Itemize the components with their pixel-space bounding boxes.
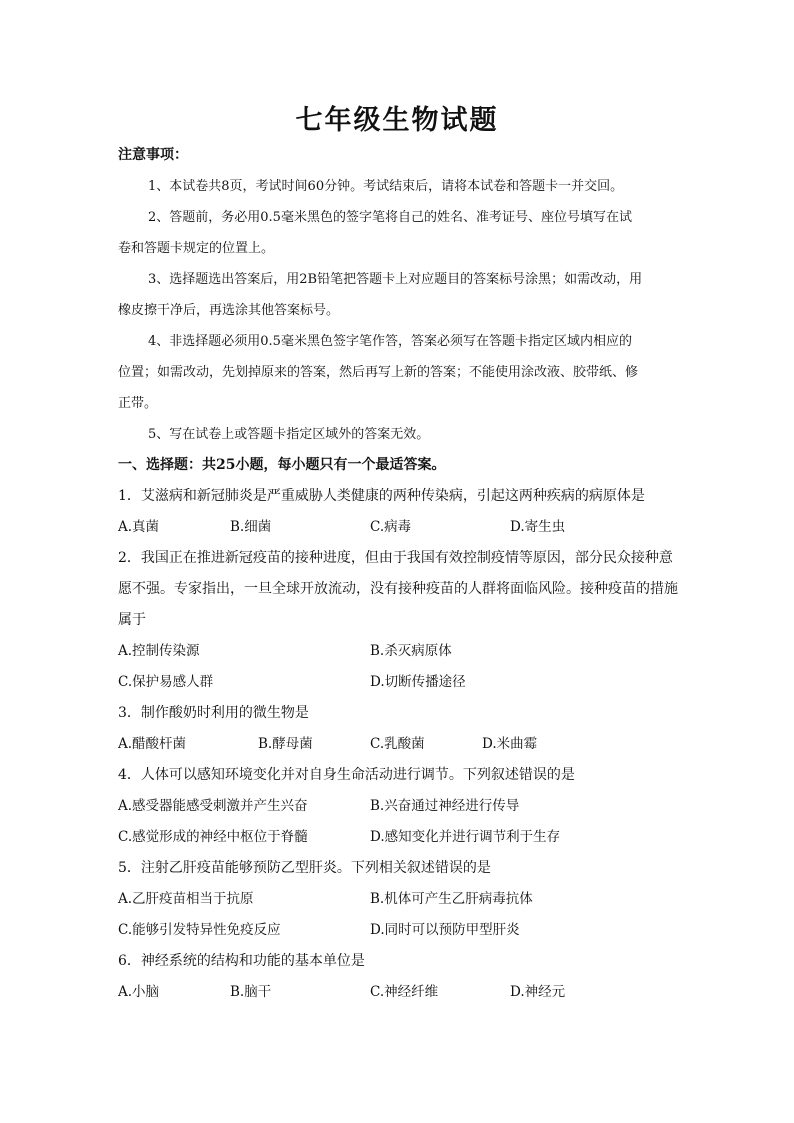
option-c: C.能够引发特异性免疫反应 (118, 922, 281, 938)
option-d: D.切断传播途径 (370, 674, 466, 690)
question-1-options (118, 512, 678, 543)
note-line: 5、写在试卷上或答题卡指定区域外的答案无效。 (148, 427, 430, 442)
option-a: A.控制传染源 (118, 643, 200, 659)
notes-heading: 注意事项： (118, 147, 188, 163)
option-d: D.神经元 (510, 984, 566, 1000)
option-b: B.杀灭病原体 (370, 643, 452, 659)
option-c: C.神经纤维 (370, 984, 439, 1000)
option-c: C.乳酸菌 (370, 736, 425, 752)
question-4-options (118, 791, 678, 822)
question-2-options (118, 636, 678, 667)
question-1-stem: 1．艾滋病和新冠肺炎是严重威胁人类健康的两种传染病，引起这两种疾病的病原体是 (118, 488, 645, 504)
question-5-stem: 5．注射乙肝疫苗能够预防乙型肝炎。下列相关叙述错误的是 (118, 860, 491, 876)
page-title: 七年级生物试题 (295, 105, 499, 136)
option-d: D.感知变化并进行调节利于生存 (370, 829, 561, 845)
section-heading: 一、选择题：共25小题，每小题只有一个最适答案。 (118, 457, 446, 473)
option-a: A.乙肝疫苗相当于抗原 (118, 891, 254, 907)
option-b: B.酵母菌 (258, 736, 313, 752)
option-c: C.保护易感人群 (118, 674, 214, 690)
question-5-options (118, 915, 678, 946)
option-d: D.米曲霉 (482, 736, 538, 752)
exam-content (118, 140, 678, 1008)
note-line: 正带。 (118, 396, 158, 411)
question-6-stem: 6．神经系统的结构和功能的基本单位是 (118, 953, 365, 969)
question-5-options (118, 884, 678, 915)
note-line: 2、答题前，务必用0.5毫米黑色的签字笔将自己的姓名、准考证号、座位号填写在试 (148, 210, 632, 225)
option-d: D.同时可以预防甲型肝炎 (370, 922, 520, 938)
question-2-options (118, 667, 678, 698)
option-a: A.真菌 (118, 519, 160, 535)
option-c: C.病毒 (370, 519, 412, 535)
note-line: 4、非选择题必须用0.5毫米黑色签字笔作答，答案必须写在答题卡指定区域内相应的 (148, 334, 632, 349)
option-a: A.小脑 (118, 984, 160, 1000)
note-line: 3、选择题选出答案后，用2B铅笔把答题卡上对应题目的答案标号涂黑；如需改动，用 (148, 272, 643, 287)
question-3-options (118, 729, 678, 760)
note-line: 1、本试卷共8页，考试时间60分钟。考试结束后，请将本试卷和答题卡一并交回。 (148, 179, 624, 194)
option-b: B.脑干 (230, 984, 272, 1000)
question-2-stem: 2．我国正在推进新冠疫苗的接种进度，但由于我国有效控制疫情等原因，部分民众接种意 (118, 550, 673, 566)
question-6-options (118, 977, 678, 1008)
note-line: 位置；如需改动，先划掉原来的答案，然后再写上新的答案；不能使用涂改液、胶带纸、修 (118, 365, 639, 380)
option-a: A.醋酸杆菌 (118, 736, 187, 752)
option-c: C.感觉形成的神经中枢位于脊髓 (118, 829, 308, 845)
option-a: A.感受器能感受刺激并产生兴奋 (118, 798, 308, 814)
option-b: B.兴奋通过神经进行传导 (370, 798, 520, 814)
note-line: 卷和答题卡规定的位置上。 (118, 241, 275, 256)
question-2-stem: 愿不强。专家指出，一旦全球开放流动，没有接种疫苗的人群将面临风险。接种疫苗的措施 (118, 581, 678, 597)
question-4-stem: 4．人体可以感知环境变化并对自身生命活动进行调节。下列叙述错误的是 (118, 767, 575, 783)
question-4-options (118, 822, 678, 853)
option-b: B.细菌 (230, 519, 272, 535)
question-3-stem: 3．制作酸奶时利用的微生物是 (118, 705, 309, 721)
question-2-stem: 属于 (118, 612, 146, 628)
option-d: D.寄生虫 (510, 519, 566, 535)
option-b: B.机体可产生乙肝病毒抗体 (370, 891, 533, 907)
note-line: 橡皮擦干净后，再选涂其他答案标号。 (118, 303, 340, 318)
